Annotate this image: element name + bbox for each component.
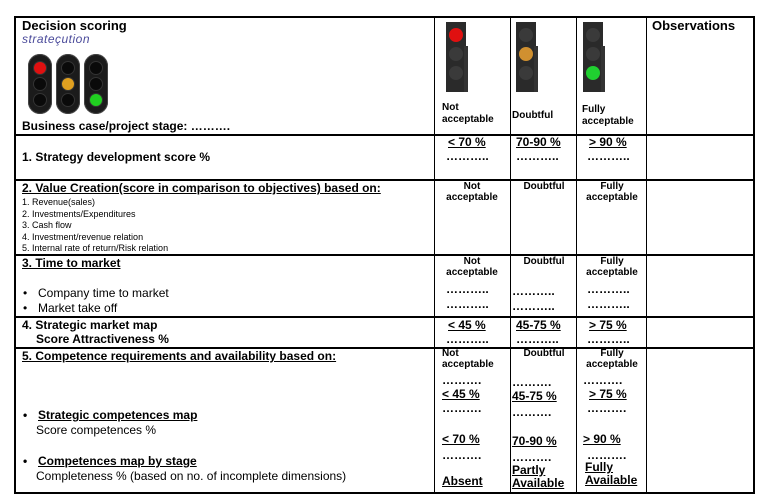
row1-not: < 70 % bbox=[448, 135, 486, 149]
row4-doubtful: 45-75 % bbox=[516, 318, 561, 332]
row5-a-fully: > 75 % bbox=[589, 387, 627, 401]
amber-traffic-light-icon bbox=[516, 22, 536, 92]
list-item: 3. Cash flow bbox=[22, 220, 72, 230]
row5-a-doubtful: 45-75 % bbox=[512, 389, 557, 403]
row5-c-fully: Fully Available bbox=[585, 460, 638, 487]
row3-doubtful-dots: ……….. bbox=[512, 284, 555, 298]
observations-header: Observations bbox=[652, 18, 736, 33]
row4-fully: > 75 % bbox=[589, 318, 627, 332]
row4-not-dots: ……….. bbox=[446, 332, 489, 346]
stage-label: Business case/project stage: ………. bbox=[22, 119, 231, 133]
row5-c-not: Absent bbox=[442, 474, 483, 488]
red-traffic-light-icon bbox=[28, 54, 52, 114]
row2-list bbox=[22, 197, 168, 255]
green-traffic-light-icon bbox=[84, 54, 108, 114]
amber-traffic-light-icon bbox=[56, 54, 80, 114]
row5-not: Not acceptable bbox=[442, 348, 494, 370]
row1-doubtful: 70-90 % bbox=[516, 135, 561, 149]
row3-not-dots: ……….. bbox=[446, 282, 489, 296]
row-divider bbox=[16, 134, 753, 136]
row5-bullet-strategic-competences: • Strategic competences map bbox=[38, 408, 197, 422]
row3-not: Not acceptable bbox=[446, 256, 498, 278]
row2-doubtful: Doubtful bbox=[523, 181, 565, 192]
row4-label: 4. Strategic market map bbox=[22, 318, 158, 332]
row1-not-dots: ……….. bbox=[446, 149, 489, 163]
row5-doubtful-dots: ………. bbox=[512, 450, 552, 464]
row3-not-dots: ……….. bbox=[446, 297, 489, 311]
header-doubtful: Doubtful bbox=[512, 110, 554, 121]
row5-not-dots: ………. bbox=[442, 373, 482, 387]
green-traffic-light-icon bbox=[583, 22, 603, 92]
row5-c-doubtful: Partly Available bbox=[512, 463, 565, 490]
row5-sublabel-completeness: Completeness % (based on no. of incomplete dimensions) bbox=[36, 469, 347, 483]
row3-bullet-company-time: • Company time to market bbox=[38, 286, 169, 300]
row5-a-not: < 45 % bbox=[442, 387, 480, 401]
row5-sublabel-score: Score competences % bbox=[36, 423, 157, 437]
row2-not: Not acceptable bbox=[446, 181, 498, 203]
list-item: 4. Investment/revenue relation bbox=[22, 231, 144, 242]
row5-b-doubtful: 70-90 % bbox=[512, 434, 557, 448]
row3-fully-dots: ……….. bbox=[587, 282, 630, 296]
row1-fully-dots: ……….. bbox=[587, 149, 630, 163]
row3-bullet-market-take-off: • Market take off bbox=[38, 301, 117, 315]
row4-not: < 45 % bbox=[448, 318, 486, 332]
logo: strateçution bbox=[22, 32, 91, 46]
header-not-acceptable: Not acceptable bbox=[442, 102, 494, 125]
row1-label: 1. Strategy development score % bbox=[22, 150, 211, 164]
list-item: 2. Investments/Expenditures bbox=[22, 208, 136, 219]
row5-doubtful-dots: ………. bbox=[512, 375, 552, 389]
row5-doubtful: Doubtful bbox=[523, 348, 565, 359]
row5-fully-dots: ………. bbox=[583, 373, 623, 387]
row3-fully-dots: ……….. bbox=[587, 297, 630, 311]
row5-b-not: < 70 % bbox=[442, 432, 480, 446]
header-fully-acceptable: Fully acceptable bbox=[582, 104, 634, 127]
row2-label: 2. Value Creation(score in comparison to objectives) based on: bbox=[22, 181, 381, 195]
decision-scoring-table bbox=[14, 16, 755, 494]
row3-label: 3. Time to market bbox=[22, 256, 121, 270]
row4-fully-dots: ……….. bbox=[587, 332, 630, 346]
row3-doubtful-dots: ……….. bbox=[512, 299, 555, 313]
row5-b-fully: > 90 % bbox=[583, 432, 621, 446]
row5-fully: Fully acceptable bbox=[586, 348, 638, 370]
row5-label: 5. Competence requirements and availability based on: bbox=[22, 349, 337, 363]
page-title: Decision scoring bbox=[22, 18, 127, 33]
row1-doubtful-dots: ……….. bbox=[516, 149, 559, 163]
list-item: 1. Revenue(sales) bbox=[22, 197, 96, 207]
red-traffic-light-icon bbox=[446, 22, 466, 92]
row4-sublabel: Score Attractiveness % bbox=[36, 332, 169, 346]
row2-fully: Fully acceptable bbox=[586, 181, 638, 203]
row4-doubtful-dots: ……….. bbox=[516, 332, 559, 346]
row5-doubtful-dots: ………. bbox=[512, 405, 552, 419]
row3-doubtful: Doubtful bbox=[523, 256, 565, 267]
row5-not-dots: ………. bbox=[442, 448, 482, 462]
row1-fully: > 90 % bbox=[589, 135, 627, 149]
row5-not-dots: ………. bbox=[442, 401, 482, 415]
row5-fully-dots: ………. bbox=[587, 448, 627, 462]
row5-fully-dots: ………. bbox=[587, 401, 627, 415]
list-item: 5. Internal rate of return/Risk relation bbox=[22, 243, 169, 253]
row5-bullet-competences-map: • Competences map by stage bbox=[38, 454, 197, 468]
row3-fully: Fully acceptable bbox=[586, 256, 638, 278]
